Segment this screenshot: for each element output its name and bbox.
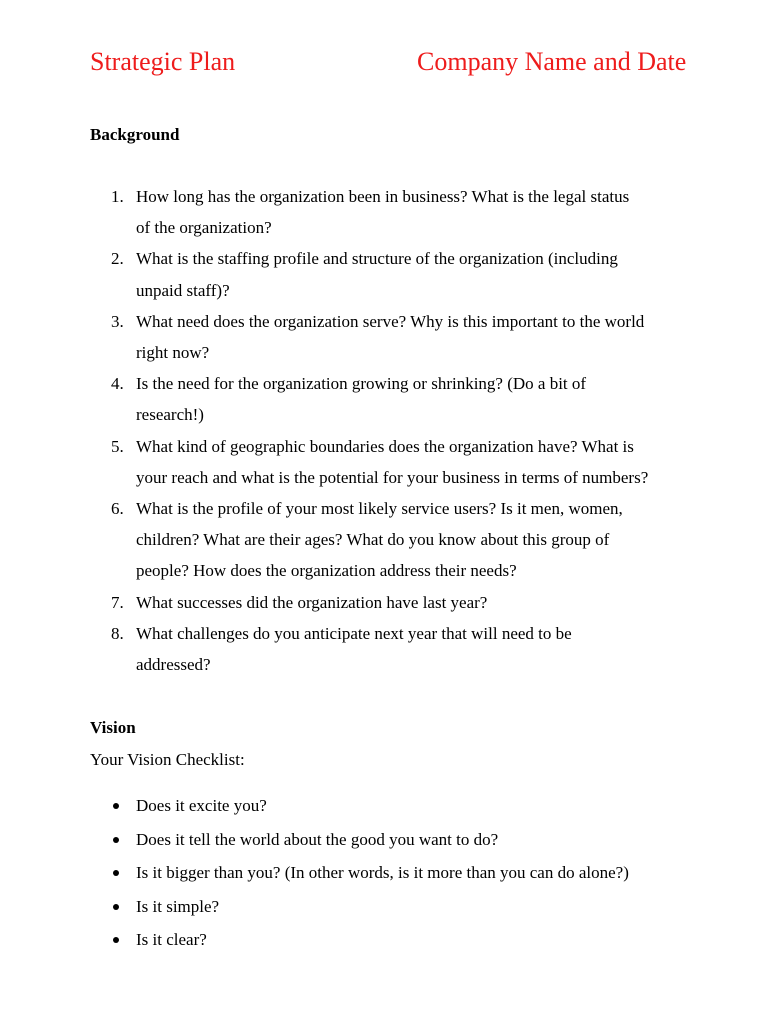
question-number: 7. <box>111 592 124 612</box>
document-title: Strategic Plan <box>90 47 236 76</box>
question-text-line: research!) <box>136 405 204 425</box>
bullet-icon <box>113 937 119 943</box>
question-text-line: What challenges do you anticipate next year that will need to be <box>136 623 572 643</box>
question-number: 6. <box>111 499 124 519</box>
question-text-line: unpaid staff)? <box>136 280 230 300</box>
question-text-line: What kind of geographic boundaries does the organization have? What is <box>136 436 634 456</box>
question-text-line: How long has the organization been in business? What is the legal status <box>136 187 630 206</box>
checklist-item <box>0 890 768 924</box>
question-item <box>0 618 768 680</box>
vision-checklist-title: Your Vision Checklist: <box>90 750 245 769</box>
question-text-line: What is the profile of your most likely service users? Is it men, women, <box>136 499 623 519</box>
question-text-line: of the organization? <box>136 218 272 238</box>
question-text-line: people? How does the organization address their needs? <box>136 561 517 581</box>
vision-checklist <box>0 789 768 957</box>
checklist-item <box>0 856 768 890</box>
question-item <box>0 587 768 618</box>
background-question-list <box>0 181 768 680</box>
checklist-item-text: Does it tell the world about the good you want to do? <box>136 829 499 849</box>
question-number: 4. <box>111 374 124 394</box>
background-heading: Background <box>90 125 180 144</box>
question-number: 1. <box>111 187 124 206</box>
question-item <box>0 181 768 243</box>
question-text-line: right now? <box>136 343 210 363</box>
question-number: 2. <box>111 249 124 269</box>
checklist-item <box>0 789 768 823</box>
checklist-item-text: Is it clear? <box>136 930 207 949</box>
question-text-line: What is the staffing profile and structure of the organization (including <box>136 249 618 269</box>
question-text-line: children? What are their ages? What do you know about this group of <box>136 530 610 550</box>
bullet-icon <box>113 870 119 876</box>
bullet-icon <box>113 837 119 843</box>
bullet-icon <box>113 904 119 910</box>
question-number: 5. <box>111 436 124 456</box>
question-text-line: your reach and what is the potential for your business in terms of numbers? <box>136 467 649 487</box>
question-item <box>0 368 768 430</box>
question-text-line: What need does the organization serve? Why is this important to the world <box>136 311 645 331</box>
checklist-item-text: Does it excite you? <box>136 796 267 815</box>
company-name-date: Company Name and Date <box>417 47 687 76</box>
checklist-item-text: Is it simple? <box>136 896 220 916</box>
question-item <box>0 431 768 493</box>
question-text-line: What successes did the organization have last year? <box>136 592 488 612</box>
question-text-line: Is the need for the organization growing or shrinking? (Do a bit of <box>136 374 587 394</box>
question-item <box>0 493 768 587</box>
question-text-line: addressed? <box>136 655 211 675</box>
bullet-icon <box>113 803 119 809</box>
question-item <box>0 243 768 305</box>
question-item <box>0 306 768 368</box>
question-number: 8. <box>111 623 124 643</box>
checklist-item <box>0 823 768 857</box>
vision-heading: Vision <box>90 718 136 737</box>
question-number: 3. <box>111 311 124 331</box>
checklist-item-text: Is it bigger than you? (In other words, is it more than you can do alone?) <box>136 863 629 882</box>
checklist-item <box>0 923 768 957</box>
